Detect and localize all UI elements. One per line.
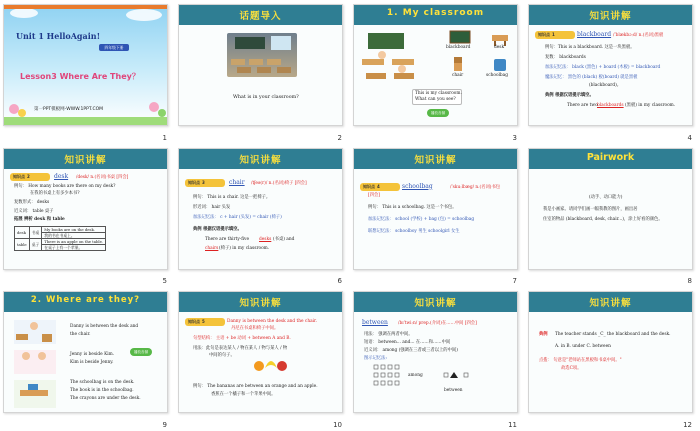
label-chair: chair [452,73,464,78]
title-bar [529,149,692,169]
phonetic: /ˈblækbɔːd/ n.(名词)黑板 [613,33,664,38]
table-cell: table [15,238,30,250]
slide-number: 6 [337,277,342,286]
slide-thumb-6[interactable] [175,144,350,288]
line-3: 加法记忆法： c + hair (头发) = chair (椅子) [193,214,282,220]
line-5: 中间的句子。 [209,353,235,359]
slide-thumb-1[interactable] [0,0,175,144]
slide-title: Pairwork [586,151,635,163]
slide-12[interactable] [528,291,693,413]
title-bar [529,292,692,312]
line-3: 复数形式： desks [14,199,50,205]
title-bar [354,5,517,25]
knowledge-tag [535,31,575,39]
line-6: 例句： The bananas are between an orange and an apple. [193,384,318,390]
unit-title: Unit 1 HelloAgain! [16,31,101,41]
line-6: The book is in the schoolbag. [70,388,134,394]
line-1: [四会] [368,192,380,198]
phonetic: /bɪˈtwiːn/ prep.(介词)在……中间 [四会] [398,321,477,327]
classroom-photo [227,33,297,77]
shape-diagram [372,364,482,394]
slide-10[interactable] [178,291,343,413]
line-4: 用法：此句是表达某人 / 物在某人 / 物与某人 / 物 [193,346,288,352]
line-1: 典例 [539,332,548,338]
title-bar [529,5,692,25]
line-2: 形近词： hair 头发 [193,204,231,210]
slide-number: 7 [512,277,517,286]
slide-thumb-2[interactable] [175,0,350,144]
line-3: 句型结构： 主语 + be 动词 + between A and B. [193,336,291,342]
line-1: 用法： 强调在两者中间。 [364,332,413,338]
line-5: 故选C项。 [561,366,582,372]
phonetic: /ˈskuːlbæɡ/ n.(名词)书包 [450,184,501,190]
table-row [15,238,106,244]
line-2: 例句： This is a schoolbag. 这是一个书包。 [368,204,457,210]
line-7: The crayons are under the desk. [70,396,141,402]
between-label: between [444,388,463,394]
vocab-word: schoolbag [402,182,433,190]
bubble-line-1: This is my classroom. [415,91,462,96]
slide-9[interactable] [3,291,168,413]
slide-thumb-12[interactable] [525,287,700,431]
line-6: (书桌) and [273,236,295,242]
tag-number: 2 [27,173,30,179]
phonetic: /tʃeə(r)/ n.(名词)椅子 [四会] [251,180,307,186]
grade-badge: 四年级下册 [99,44,129,51]
slide-11[interactable] [353,291,518,413]
line-3: 加法记忆法： school (学校) + bag (包) = schoolbag [368,216,475,222]
tag-label: 知识点 [188,319,200,325]
slide-number: 12 [683,420,692,429]
line-4: 近义词： table 桌子 [14,208,54,214]
line-1: Danny is between the desk and the chair. [227,319,317,325]
slide-title: 知识讲解 [589,11,632,22]
tag-label: 知识点 [363,183,375,189]
slide-7[interactable] [353,148,518,270]
slide-6[interactable] [178,148,343,270]
tag-number: 4 [377,183,380,189]
line-1: Danny is between the desk and [70,324,139,330]
lesson-title: Lesson3 Where Are They？ [20,72,140,81]
table-row [15,226,106,232]
line-2: 在我的书桌上有多少本书? [30,190,80,196]
fruit-illustration [253,352,287,376]
vocab-word: chair [229,178,245,186]
slide-title: 知识讲解 [239,298,282,310]
line-3: A. in B. under C. between [555,344,611,350]
slide-thumb-7[interactable] [350,144,525,288]
line-7: 香蕉在一个橘子和一个苹果中间。 [211,392,276,398]
slide-number: 4 [687,133,692,142]
slide-thumb-11[interactable] [350,287,525,431]
scene-illustrations [10,316,66,412]
line-1: 例句：This is a blackboard. 这是一块黑板。 [545,45,635,50]
phonetic: /desk/ n.(名词)书桌 [四会] [76,174,129,180]
footer-text: 第一PPT模板网-WWW.1PPT.COM [34,107,104,112]
line-3: 加法记忆法： black (黑色) + board (木板) = blackboard [545,65,661,70]
tag-number: 1 [552,32,555,37]
slide-4[interactable] [528,4,693,126]
tag-label: 知识点 [538,32,550,37]
slide-number: 5 [162,277,167,286]
line-8: (黑板) in my classroom. [625,103,676,108]
slide-3[interactable] [353,4,518,126]
title-bar [179,5,342,25]
line-4: 魔法记忆： 黑色的 (black) 板(board) 就是黑板 [545,75,638,80]
label-desk: desk [494,45,505,50]
title-bar [4,149,167,169]
knowledge-tag [10,173,50,181]
slide-5[interactable] [3,148,168,270]
slide-thumb-3[interactable] [350,0,525,144]
slide-thumb-5[interactable] [0,144,175,288]
slide-title: 话题导入 [239,11,282,22]
line-2: 我是小画家。请同学们画一幅我教的图片，画出居 [543,206,638,212]
slide-title: 知识讲解 [64,154,107,166]
label-blackboard: blackboard [446,45,471,50]
slide-1[interactable] [3,4,168,126]
knowledge-tag [360,183,400,191]
answer-1: desks [259,236,272,242]
play-audio-button[interactable]: 播放音频 [130,348,152,356]
line-4: 点拨： 句意是"老师站在黑板和书桌中间。" [539,358,622,364]
title-bar [4,292,167,312]
slide-thumb-10[interactable] [175,287,350,431]
vocab-word: desk [54,172,69,180]
table-cell: desk [15,226,30,238]
line-5: 拓展 辨析 desk 和 table [14,216,65,222]
line-4: Kim is beside Jenny. [70,360,114,366]
title-bar [179,292,342,312]
bubble-line-2: What can you see? [415,97,456,102]
tag-number: 3 [202,179,205,185]
classroom-illustration [358,29,424,91]
table-cell: 我的书在书桌上。 [42,232,106,238]
title-bar [179,149,342,169]
slide-2[interactable] [178,4,343,126]
among-label: among [408,373,423,379]
line-4: 联想记忆法： schoolboy 男生 schoolgirl 女生 [368,228,460,234]
classroom-photo-icon [227,33,297,77]
line-5: The schoolbag is on the desk. [70,380,135,386]
line-2: 丹尼在书桌和椅子中间。 [231,326,279,332]
title-bar [354,292,517,312]
tag-label: 知识点 [188,179,200,185]
line-2: 复数： blackboards [545,55,586,60]
slide-thumb-4[interactable] [525,0,700,144]
slide-number: 9 [162,420,167,429]
line-3: 住室的物品 (blackboard, desk, chair...)，涂上好看的颜色。 [543,216,663,222]
slide-number: 3 [512,133,517,142]
line-7: There are two [567,103,598,108]
line-1: 例句： This is a chair. 这是一把椅子。 [193,194,271,200]
table-cell: 在桌子上有一个苹果。 [42,244,106,250]
answer-word: blackboards [597,103,624,108]
line-1: 例句： How many books are there on my desk? [14,183,116,189]
line-1: (动手、动口能力) [589,194,623,200]
vocab-word: blackboard [577,31,612,38]
slide-8[interactable] [528,148,693,270]
slide-title: 2. Where are they? [30,295,141,306]
slide-title: 知识讲解 [414,298,457,310]
desk-table-comparison [14,226,106,251]
answer-2: chairs [205,245,219,251]
line-4: 图示记忆法: [364,356,387,362]
slide-title: 知识讲解 [414,154,457,166]
tag-label: 知识点 [13,173,25,179]
table-cell: There is an apple on the table. [42,238,106,244]
play-audio-button[interactable]: 播放音频 [427,109,449,117]
slide-thumb-8[interactable] [525,144,700,288]
line-2: 短语： between... and... 在……和……中间 [364,340,451,346]
line-5: There are thirty-five [205,236,250,242]
vocab-word: between [362,319,388,327]
question-text: What is in your classroom? [233,95,299,100]
line-6: 典例 根据汉语提示填空。 [545,93,594,98]
slide-title: 知识讲解 [589,298,632,310]
slide-number: 8 [687,277,692,286]
label-schoolbag: schoolbag [486,73,508,78]
line-3: 近义词： among (强调在三者或三者以上的中间) [364,348,458,354]
slide-title: 1. My classroom [386,8,485,18]
line-2: the chair. [70,332,91,338]
knowledge-tag [185,318,225,326]
table-cell: My books are on the desk. [42,226,106,232]
line-7: (椅子) in my classroom. [219,245,270,251]
slide-number: 1 [162,133,167,142]
slide-number: 2 [337,133,342,142]
line-2: The teacher stands _C_ the blackboard and the desk. [555,332,671,338]
table-cell: 书桌 [29,226,42,238]
slide-body [354,312,517,413]
title-bar [354,149,517,169]
slide-title: 知识讲解 [239,154,282,166]
knowledge-tag [185,179,225,187]
line-3: Jenny is beside Kim. [70,352,115,358]
table-cell: 桌子 [29,238,42,250]
tag-number: 5 [202,319,205,325]
line-4: 典例 根据汉语提示填空。 [193,226,242,232]
slide-thumb-9[interactable] [0,287,175,431]
line-5: (blackboard)。 [589,83,622,88]
slide-number: 11 [508,420,517,429]
slide-number: 10 [333,420,342,429]
